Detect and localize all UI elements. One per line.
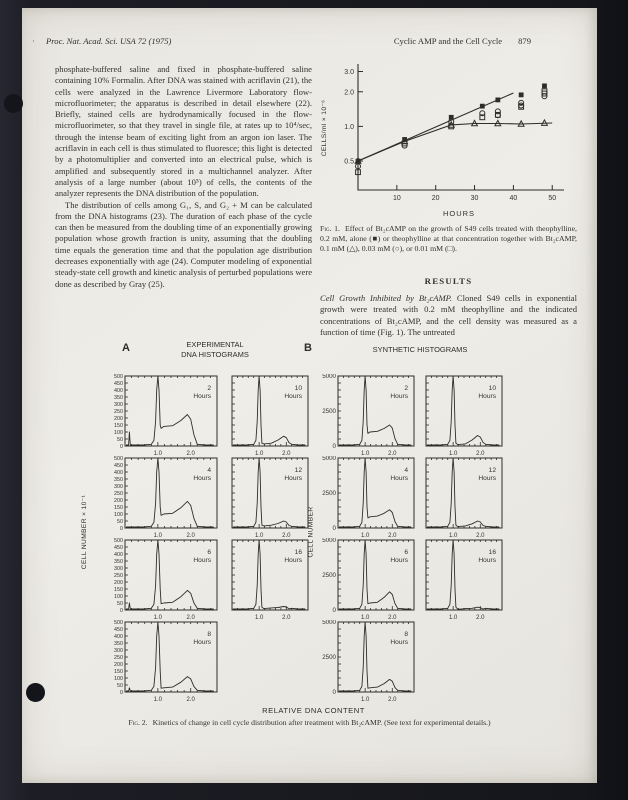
y-tick-label: 2500 [322, 408, 336, 415]
x-tick-label: 1.0 [153, 697, 163, 703]
y-tick-label: 200 [114, 662, 123, 668]
x-tick-label: 2.0 [388, 615, 397, 621]
hours-word: Hours [478, 557, 496, 564]
x-tick-label: 2.0 [388, 451, 397, 457]
figure-2-label: Fig. 2. [128, 718, 148, 727]
y-axis-title: CELLS/ml × 10⁻⁶ [321, 99, 328, 157]
x-tick-label: 2.0 [282, 533, 291, 539]
y-tick-label: 100 [114, 676, 123, 682]
series-line [358, 123, 552, 161]
marker-filled-square [519, 92, 524, 97]
y-tick-label: 1.0 [344, 123, 354, 131]
hours-value: 4 [207, 467, 211, 474]
panel-b-label: B [304, 342, 312, 354]
running-title: Cyclic AMP and the Cell Cycle [393, 36, 503, 46]
y-tick-label: 500 [114, 620, 123, 626]
y-tick-label: 0.5 [344, 158, 354, 166]
hours-word: Hours [193, 557, 211, 564]
x-tick-label: 1.0 [153, 615, 163, 621]
x-tick-label: 2.0 [282, 615, 291, 621]
x-tick-label: 1.0 [254, 533, 264, 539]
y-tick-label: 200 [114, 498, 123, 504]
x-tick-label: 1.0 [360, 451, 370, 457]
paragraph-methods: phosphate-buffered saline and fixed in phosphate-buffered saline containing 10% Formalin. After DNA was stained with acriflavin (21), the cells were analyzed in the Lawrence Livermore Laboratory flow-microfluorimeter; the apparatus is described in detail elsewhere (22). Briefly, stained cells are hydrodynamically focused in the flow-microfluorimeter, so that they travel in single file, at rates up to 10⁴/sec, through the intense beam of exciting light from an argon ion laser. The acriflavin in each cell is thus stimulated to fluoresce; this light is detected by a photomultiplier and converted into an electrical pulse, which is amplified and subsequently stored in a multichannel analyzer. After analysis of a large number (about 10⁵) of cells, the contents of the analyzer represents the DNA distribution of the population. [55, 64, 312, 199]
figure-1-growth-chart [316, 58, 572, 224]
running-head [394, 36, 531, 46]
y-tick-label: 350 [114, 641, 123, 647]
y-tick-label: 150 [114, 423, 123, 429]
y-tick-label: 100 [114, 430, 123, 436]
hours-value: 10 [488, 385, 496, 392]
paragraph-lead: Cell Growth Inhibited by Bt₂cAMP. [320, 293, 452, 303]
y-tick-label: 150 [114, 587, 123, 593]
hours-word: Hours [284, 393, 302, 400]
results-heading: RESULTS [424, 276, 473, 286]
hours-word: Hours [478, 393, 496, 400]
x-tick-label: 1.0 [360, 533, 370, 539]
y-tick-label: 50 [117, 519, 123, 525]
y-tick-label: 450 [114, 463, 123, 469]
y-tick-label: 0 [332, 443, 336, 450]
hours-value: 16 [488, 549, 496, 556]
y-tick-label: 450 [114, 381, 123, 387]
y-tick-label: 0 [120, 608, 123, 614]
histogram-curve [339, 458, 412, 527]
plot-frame [125, 376, 217, 446]
hours-word: Hours [284, 557, 302, 564]
x-tick-label: 10 [392, 195, 401, 202]
x-tick-label: 1.0 [153, 533, 163, 539]
y-tick-label: 450 [114, 627, 123, 633]
figure-2-caption-text: Kinetics of change in cell cycle distribution after treatment with Bt₂cAMP. (See text for experimental details.) [152, 718, 491, 727]
histogram-curve [126, 540, 214, 609]
histogram-b-12h [418, 456, 508, 544]
x-tick-label: 1.0 [448, 533, 458, 539]
y-tick-label: 0 [332, 607, 336, 614]
y-tick-label: 300 [114, 402, 123, 408]
y-tick-label: 400 [114, 552, 123, 558]
y-tick-label: 400 [114, 388, 123, 394]
y-tick-label: 100 [114, 512, 123, 518]
histogram-curve [126, 458, 214, 527]
y-tick-label: 5000 [322, 620, 336, 626]
x-tick-label: 20 [431, 195, 440, 202]
figure-2-histogram-grid [22, 338, 597, 715]
hours-value: 12 [294, 467, 302, 474]
y-tick-label: 500 [114, 456, 123, 462]
hours-word: Hours [193, 639, 211, 646]
hours-value: 8 [404, 631, 408, 638]
y-tick-label: 150 [114, 669, 123, 675]
panel-a-title [140, 340, 290, 359]
histogram-b-6h [312, 538, 420, 626]
marker-open-triangle [542, 120, 548, 125]
y-tick-label: 5000 [322, 456, 336, 462]
scanned-page [22, 8, 597, 783]
axes [358, 64, 564, 190]
marker-filled-square [495, 97, 500, 102]
plot-frame [338, 540, 414, 610]
panel-a-label: A [122, 342, 130, 354]
x-tick-label: 30 [470, 195, 479, 202]
hours-value: 2 [207, 385, 211, 392]
marker-filled-square [542, 83, 547, 88]
plot-frame [338, 458, 414, 528]
plot-frame [338, 376, 414, 446]
y-tick-label: 350 [114, 477, 123, 483]
x-tick-label: 2.0 [388, 533, 397, 539]
hours-value: 4 [404, 467, 408, 474]
x-tick-label: 2.0 [476, 451, 485, 457]
x-tick-label: 1.0 [360, 615, 370, 621]
x-tick-label: 1.0 [360, 697, 370, 703]
y-tick-label: 50 [117, 601, 123, 607]
page-number: 879 [518, 36, 531, 46]
histogram-a-6h [99, 538, 223, 626]
plot-frame [125, 458, 217, 528]
paragraph-analysis: The distribution of cells among G₁, S, and G₂ + M can be calculated from the DNA histograms (23). The duration of each phase of the cycle can then be measured from the doubling time of an exponentially growing population whose growth fraction is unity, assuming that the doubling time equals the generation time and that the population age distribution decreases exponentially with age (24). Computer modeling of exponential steady-state cell growth and kinetic analysis of perturbed populations were done as described by Gray (25). [55, 199, 313, 289]
histogram-a-4h [99, 456, 223, 544]
hours-value: 2 [404, 385, 408, 392]
y-tick-label: 200 [114, 580, 123, 586]
panel-a-title-line: DNA HISTOGRAMS [181, 349, 249, 359]
hours-value: 12 [488, 467, 496, 474]
hours-word: Hours [390, 393, 408, 400]
marker-filled-square [480, 104, 485, 109]
y-tick-label: 5000 [322, 374, 336, 380]
x-tick-label: 2.0 [476, 533, 485, 539]
histogram-a-10h [224, 374, 314, 462]
hours-word: Hours [193, 393, 211, 400]
histogram-curve [339, 540, 412, 609]
histogram-b-8h [312, 620, 420, 708]
hours-value: 16 [294, 549, 302, 556]
histogram-b-2h [312, 374, 420, 462]
y-tick-label: 3.0 [344, 69, 354, 77]
y-tick-label: 150 [114, 505, 123, 511]
y-tick-label: 350 [114, 559, 123, 565]
x-tick-label: 2.0 [282, 451, 291, 457]
y-tick-label: 250 [114, 655, 123, 661]
figure-1-caption [320, 224, 577, 255]
y-tick-label: 300 [114, 566, 123, 572]
hours-value: 6 [207, 549, 211, 556]
histogram-curve [339, 622, 412, 691]
punch-hole [4, 94, 23, 113]
margin-mark: · [32, 36, 35, 46]
y-tick-label: 50 [117, 437, 123, 443]
hours-word: Hours [193, 475, 211, 482]
x-tick-label: 40 [509, 195, 518, 202]
histogram-curve [126, 622, 214, 691]
y-tick-label: 2500 [322, 490, 336, 497]
fig1-chart [316, 58, 572, 224]
x-tick-label: 2.0 [388, 697, 397, 703]
figure-2-caption [22, 718, 597, 727]
histogram-a-16h [224, 538, 314, 626]
hours-word: Hours [390, 639, 408, 646]
paragraph-results [320, 293, 577, 338]
hours-value: 6 [404, 549, 408, 556]
x-tick-label: 1.0 [448, 615, 458, 621]
x-tick-label: 1.0 [153, 451, 163, 457]
x-tick-label: 1.0 [254, 451, 264, 457]
y-tick-label: 250 [114, 409, 123, 415]
hours-word: Hours [478, 475, 496, 482]
y-tick-label: 300 [114, 484, 123, 490]
hours-word: Hours [284, 475, 302, 482]
figure-1-label: Fig. 1. [320, 224, 340, 233]
histogram-b-10h [418, 374, 508, 462]
histogram-curve [339, 376, 412, 445]
y-tick-label: 5000 [322, 538, 336, 544]
figure-1-caption-text: Effect of Bt₂cAMP on the growth of S49 cells treated with theophylline, 0.2 mM, alone (■) or theophylline at that concentration together with Bt₂cAMP, 0.1 mM (△), 0.03 mM (○), or 0.01 mM (□). [320, 224, 577, 254]
hours-word: Hours [390, 557, 408, 564]
y-tick-label: 0 [120, 526, 123, 532]
x-tick-label: 50 [548, 195, 557, 202]
panel-b-y-axis-title: CELL NUMBER [307, 506, 315, 558]
panel-a-title-line: EXPERIMENTAL [186, 340, 244, 349]
plot-frame [338, 622, 414, 692]
y-tick-label: 400 [114, 470, 123, 476]
y-tick-label: 500 [114, 538, 123, 544]
journal-citation: Proc. Nat. Acad. Sci. USA 72 (1975) [46, 36, 172, 46]
y-tick-label: 400 [114, 634, 123, 640]
panel-b-title: SYNTHETIC HISTOGRAMS [372, 345, 468, 354]
histogram-a-8h [99, 620, 223, 708]
x-tick-label: 2.0 [186, 615, 195, 621]
y-tick-label: 50 [117, 683, 123, 689]
hours-value: 10 [294, 385, 302, 392]
plot-frame [125, 622, 217, 692]
y-tick-label: 0 [120, 444, 123, 450]
y-tick-label: 350 [114, 395, 123, 401]
fig2-x-axis-title: RELATIVE DNA CONTENT [262, 706, 365, 715]
y-tick-label: 0 [332, 689, 336, 696]
panel-a-y-axis-title: CELL NUMBER × 10⁻¹ [81, 494, 88, 570]
left-column [55, 64, 312, 290]
y-tick-label: 500 [114, 374, 123, 380]
x-tick-label: 1.0 [254, 615, 264, 621]
y-tick-label: 2500 [322, 572, 336, 579]
y-tick-label: 300 [114, 648, 123, 654]
hours-word: Hours [390, 475, 408, 482]
y-tick-label: 200 [114, 416, 123, 422]
y-tick-label: 0 [120, 690, 123, 696]
y-tick-label: 0 [332, 525, 336, 532]
y-tick-label: 2.0 [344, 89, 354, 97]
y-tick-label: 450 [114, 545, 123, 551]
plot-frame [125, 540, 217, 610]
histogram-b-16h [418, 538, 508, 626]
y-tick-label: 2500 [322, 654, 336, 661]
y-tick-label: 100 [114, 594, 123, 600]
x-axis-title: HOURS [442, 209, 476, 218]
histogram-a-2h [99, 374, 223, 462]
x-tick-label: 2.0 [476, 615, 485, 621]
x-tick-label: 2.0 [186, 697, 195, 703]
paragraph-rest: Cloned S49 cells in exponential growth were treated with 0.2 mM theophylline and the indicated concentrations of Bt₂cAMP, and the cell density was measured as a function of time (Fig. 1). The untreated [320, 293, 577, 337]
y-tick-label: 250 [114, 573, 123, 579]
histogram-b-4h [312, 456, 420, 544]
x-tick-label: 1.0 [448, 451, 458, 457]
x-tick-label: 2.0 [186, 451, 195, 457]
histogram-curve [126, 376, 214, 445]
hours-value: 8 [207, 631, 211, 638]
y-tick-label: 250 [114, 491, 123, 497]
x-tick-label: 2.0 [186, 533, 195, 539]
histogram-a-12h [224, 456, 314, 544]
